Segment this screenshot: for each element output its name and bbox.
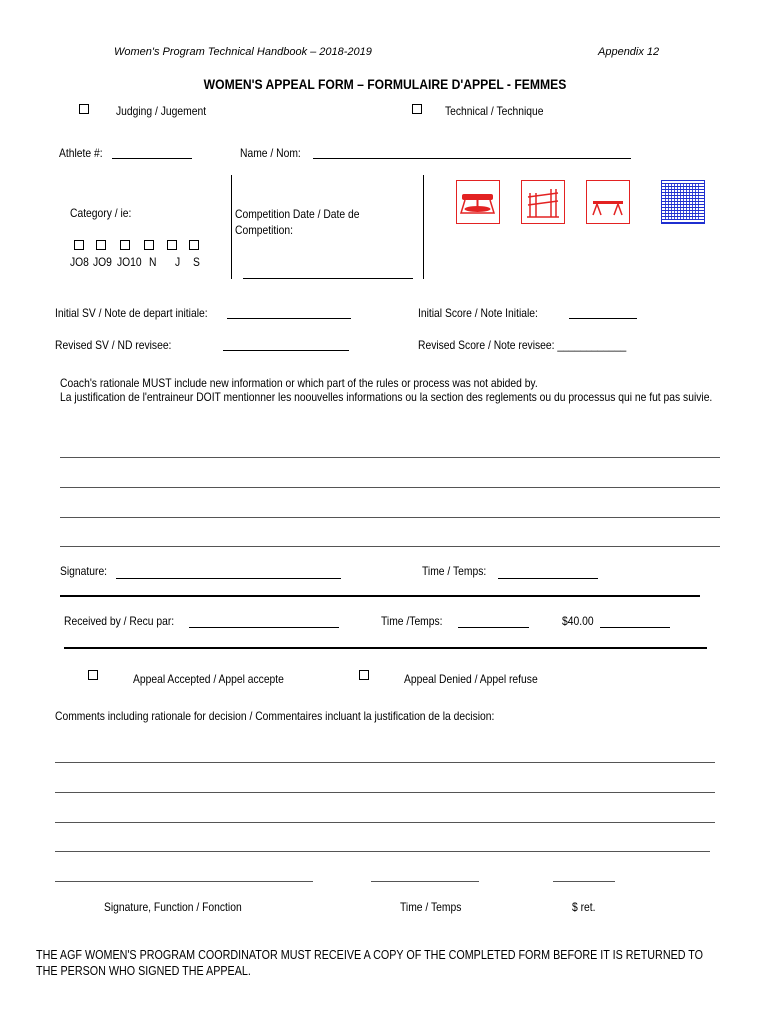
rationale-line-2[interactable]	[60, 487, 720, 488]
appeal-denied-label: Appeal Denied / Appel refuse	[404, 672, 538, 686]
appeal-accepted-checkbox[interactable]	[88, 670, 98, 680]
form-title: WOMEN'S APPEAL FORM – FORMULAIRE D'APPEL - FEMMES	[203, 77, 567, 92]
handbook-header: Women's Program Technical Handbook – 2018-2019	[114, 46, 372, 58]
judging-checkbox[interactable]	[79, 104, 89, 114]
rationale-line-4[interactable]	[60, 546, 720, 547]
signature-function-label: Signature, Function / Fonction	[104, 900, 242, 914]
technical-checkbox[interactable]	[412, 104, 422, 114]
vault-icon-graphic	[457, 181, 498, 222]
received-by-label: Received by / Recu par:	[64, 614, 175, 628]
category-option-jo9: JO9	[93, 255, 112, 269]
initial-sv-field[interactable]	[227, 318, 351, 319]
comments-label: Comments including rationale for decision / Commentaires incluant la justification de la decision:	[55, 709, 495, 723]
rationale-line-1[interactable]	[60, 457, 720, 458]
official-time-label: Time / Temps	[400, 900, 462, 914]
time-label: Time / Temps:	[422, 564, 487, 578]
column-divider-left	[231, 175, 232, 279]
received-time-field[interactable]	[458, 627, 529, 628]
appeal-denied-checkbox[interactable]	[359, 670, 369, 680]
floor-icon[interactable]	[661, 180, 705, 224]
received-time-label: Time /Temps:	[381, 614, 443, 628]
received-by-field[interactable]	[189, 627, 339, 628]
time-field[interactable]	[498, 578, 598, 579]
category-label: Category / ie:	[70, 206, 132, 220]
signature-label: Signature:	[60, 564, 108, 578]
appendix-label: Appendix 12	[598, 46, 660, 58]
revised-score-label: Revised Score / Note revisee: ____________	[418, 338, 627, 352]
returned-label: $ ret.	[572, 900, 596, 914]
rationale-line-english: Coach's rationale MUST include new information or which part of the rules or process was not abided by.	[60, 376, 538, 390]
rationale-instructions	[60, 376, 714, 404]
floor-grid	[665, 184, 701, 220]
uneven-bars-icon-graphic	[522, 181, 563, 222]
category-checkbox-s[interactable]	[189, 240, 199, 250]
competition-date-field[interactable]	[243, 278, 413, 279]
category-checkbox-jo8[interactable]	[74, 240, 84, 250]
comments-line-1[interactable]	[55, 762, 715, 763]
footer-notice: THE AGF WOMEN'S PROGRAM COORDINATOR MUST RECEIVE A COPY OF THE COMPLETED FORM BEFORE IT IS RETURNED TO THE PERSON WHO SIGNED THE APPEAL.	[36, 948, 704, 978]
athlete-label: Athlete #:	[59, 146, 103, 160]
returned-amount-field[interactable]	[553, 881, 615, 882]
official-time-field[interactable]	[371, 881, 479, 882]
signature-field[interactable]	[116, 578, 341, 579]
rationale-line-3[interactable]	[60, 517, 720, 518]
initial-score-field[interactable]	[569, 318, 637, 319]
competition-date-label: Competition Date / Date de Competition:	[235, 207, 360, 237]
balance-beam-icon[interactable]	[586, 180, 630, 224]
comments-line-2[interactable]	[55, 792, 715, 793]
comments-line-3[interactable]	[55, 822, 715, 823]
technical-label: Technical / Technique	[445, 104, 544, 118]
rationale-line-french: La justification de l'entraineur DOIT mentionner les noouvelles informations ou la section des reglements ou du processus qui ne fut pas suivie.	[60, 390, 713, 404]
athlete-number-field[interactable]	[112, 158, 192, 159]
name-label: Name / Nom:	[240, 146, 301, 160]
revised-sv-label: Revised SV / ND revisee:	[55, 338, 172, 352]
category-option-jo10: JO10	[117, 255, 142, 269]
category-option-s: S	[193, 255, 200, 269]
initial-sv-label: Initial SV / Note de depart initiale:	[55, 306, 208, 320]
category-option-n: N	[149, 255, 157, 269]
uneven-bars-icon[interactable]	[521, 180, 565, 224]
appeal-accepted-label: Appeal Accepted / Appel accepte	[133, 672, 284, 686]
vault-icon[interactable]	[456, 180, 500, 224]
judging-label: Judging / Jugement	[116, 104, 207, 118]
comments-line-4[interactable]	[55, 851, 710, 852]
revised-sv-field[interactable]	[223, 350, 349, 351]
fee-field[interactable]	[600, 627, 670, 628]
official-signature-field[interactable]	[55, 881, 313, 882]
initial-score-label: Initial Score / Note Initiale:	[418, 306, 538, 320]
column-divider-right	[423, 175, 424, 279]
category-checkbox-jo9[interactable]	[96, 240, 106, 250]
category-option-jo8: JO8	[70, 255, 89, 269]
category-checkbox-j[interactable]	[167, 240, 177, 250]
fee-label: $40.00	[562, 614, 594, 628]
balance-beam-icon-graphic	[587, 181, 628, 222]
category-checkbox-n[interactable]	[144, 240, 154, 250]
name-field[interactable]	[313, 158, 631, 159]
category-checkbox-jo10[interactable]	[120, 240, 130, 250]
section-divider-1	[60, 595, 700, 597]
section-divider-2	[64, 647, 707, 649]
category-option-j: J	[175, 255, 181, 269]
